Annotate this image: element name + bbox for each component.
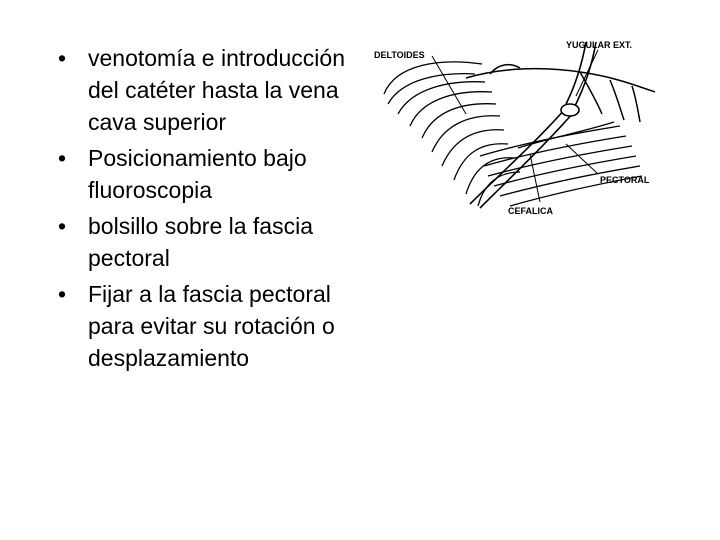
label-deltoides: DELTOIDES — [374, 50, 425, 60]
bullet-text: Fijar a la fascia pectoral para evitar su rotación o desplazamiento — [88, 281, 335, 371]
label-cefalica: CEFALICA — [508, 206, 553, 216]
bullet-marker: • — [58, 213, 67, 239]
bullet-item — [58, 142, 378, 206]
anatomy-illustration — [370, 34, 670, 220]
bullet-text: venotomía e introducción del catéter hasta la vena cava superior — [88, 45, 345, 135]
bullet-item — [58, 278, 378, 374]
bullet-text: Posicionamiento bajo fluoroscopia — [88, 145, 307, 203]
bullet-marker: • — [58, 45, 67, 71]
bullet-list — [58, 42, 378, 378]
bullet-item — [58, 210, 378, 274]
bullet-marker: • — [58, 281, 67, 307]
label-pectoral: PECTORAL — [600, 175, 650, 185]
bullet-text: bolsillo sobre la fascia pectoral — [88, 213, 314, 271]
bullet-marker: • — [58, 145, 67, 171]
label-yugular: YUGULAR EXT. — [566, 40, 633, 50]
anatomy-drawing — [370, 34, 670, 220]
bullet-item — [58, 42, 378, 138]
